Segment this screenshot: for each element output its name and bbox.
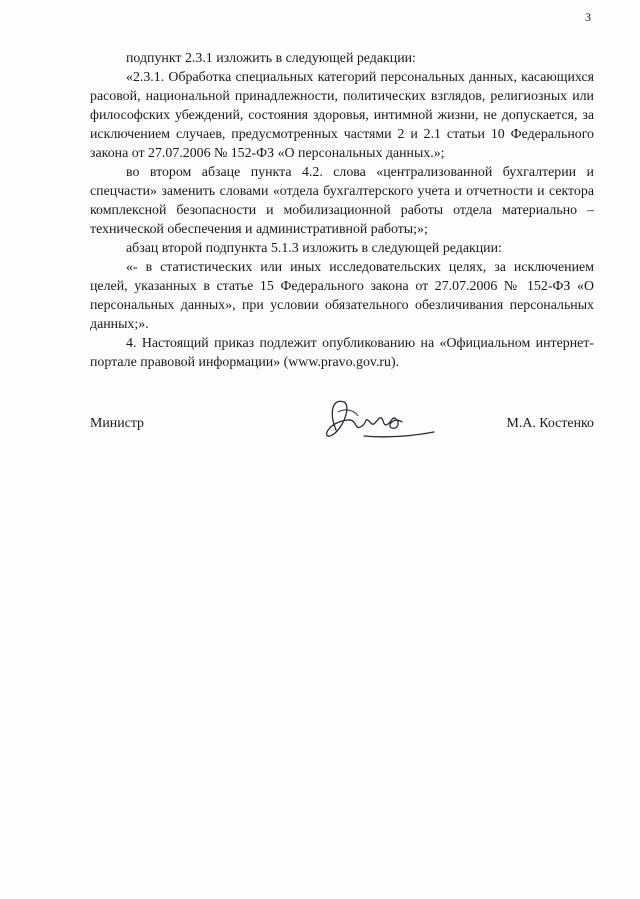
signature-block — [90, 392, 594, 452]
paragraph: подпункт 2.3.1 изложить в следующей редакции: — [126, 51, 416, 66]
handwritten-signature — [318, 392, 438, 452]
signatory-name: М.А. Костенко — [506, 416, 594, 431]
page-number: 3 — [585, 10, 591, 24]
paragraph: «- в статистических или иных исследовательских целях, за исключением целей, указанных в статье 15 Федерального закона от 27.07.2006 № 152-ФЗ «О персональных данных», при условии обязательного обезличивания персональных данных;». — [90, 260, 594, 332]
document-body — [90, 49, 594, 372]
paragraph: абзац второй подпункта 5.1.3 изложить в следующей редакции: — [126, 241, 502, 256]
paragraph: 4. Настоящий приказ подлежит опубликованию на «Официальном интернет-портале правовой информации» (www.pravo.gov.ru). — [90, 336, 594, 370]
paragraph: во втором абзаце пункта 4.2. слова «централизованной бухгалтерии и спецчасти» заменить словами «отдела бухгалтерского учета и отчетности и сектора комплексной безопасности и мобилизационной работы отдела материально – технической обеспечения и административной работы;»; — [90, 165, 594, 237]
paragraph: «2.3.1. Обработка специальных категорий персональных данных, касающихся расовой, национальной принадлежности, политических взглядов, религиозных или философских убеждений, состояния здоровья, интимной жизни, не допускается, за исключением случаев, предусмотренных частями 2 и 2.1 статьи 10 Федерального закона от 27.07.2006 № 152-ФЗ «О персональных данных.»; — [90, 70, 594, 161]
signatory-title: Министр — [90, 416, 145, 431]
